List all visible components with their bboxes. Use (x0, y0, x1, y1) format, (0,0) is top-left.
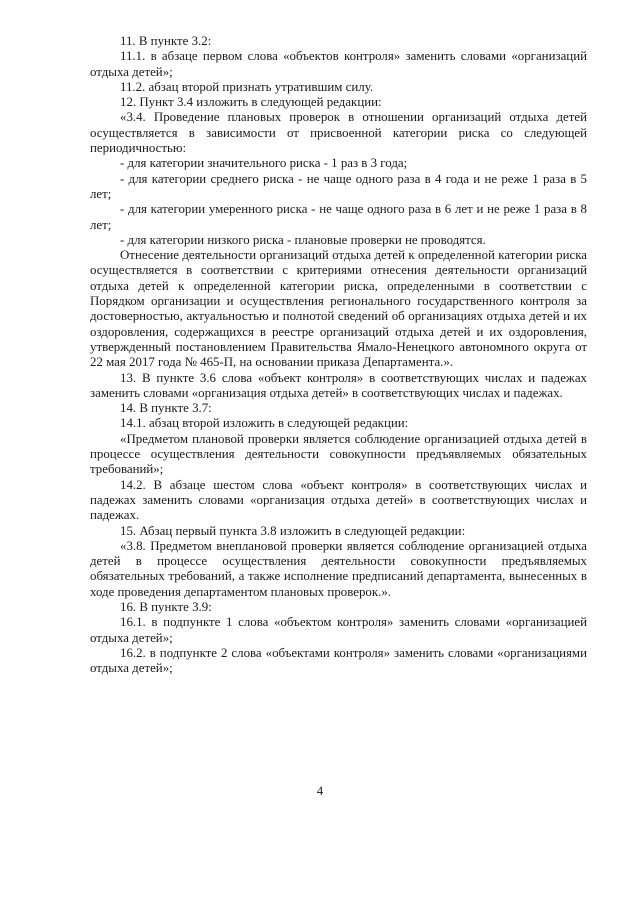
paragraph: Отнесение деятельности организаций отдыха детей к определенной категории риска осуществляется в соответствии с критериями отнесения деятельности организаций отдыха детей к определенной категории риска, определенными в соответствии с Порядком организации и осуществления регионального государственного контроля за достоверностью, актуальностью и полнотой сведений об организациях отдыха детей и их оздоровления, содержащихся в реестре организаций отдыха детей и их оздоровления, утвержденный постановлением Правительства Ямало-Ненецкого автономного округа от 22 мая 2017 года № 465-П, на основании приказа Департамента.». (90, 248, 587, 370)
paragraph: 16. В пункте 3.9: (120, 599, 212, 614)
paragraph: 11.2. абзац второй признать утратившим силу. (120, 79, 374, 94)
paragraph: 13. В пункте 3.6 слова «объект контроля» в соответствующих числах и падежах заменить словами «организация отдыха детей» в соответствующих числах и падежах. (90, 370, 587, 400)
paragraph: 11.1. в абзаце первом слова «объектов контроля» заменить словами «организаций отдыха детей»; (90, 49, 587, 79)
document-body (90, 34, 587, 676)
paragraph: 15. Абзац первый пункта 3.8 изложить в следующей редакции: (120, 523, 466, 538)
list-item: - для категории среднего риска - не чаще одного раза в 4 года и не реже 1 раза в 5 лет; (90, 171, 587, 201)
list-item: - для категории низкого риска - плановые проверки не проводятся. (120, 232, 486, 247)
paragraph: «Предметом плановой проверки является соблюдение организацией отдыха детей в процессе осуществления деятельности совокупности предъявляемых обязательных требований»; (90, 431, 587, 477)
paragraph: 16.1. в подпункте 1 слова «объектом контроля» заменить словами «организацией отдыха детей»; (90, 615, 587, 645)
list-item: - для категории умеренного риска - не чаще одного раза в 6 лет и не реже 1 раза в 8 лет; (90, 202, 587, 232)
list-item: - для категории значительного риска - 1 раз в 3 года; (120, 156, 408, 171)
paragraph: 14. В пункте 3.7: (120, 401, 212, 416)
paragraph: «3.4. Проведение плановых проверок в отношении организаций отдыха детей осуществляется в зависимости от присвоенной категории риска со следующей периодичностью: (90, 110, 587, 156)
paragraph: «3.8. Предметом внеплановой проверки является соблюдение организацией отдыха детей в процессе осуществления деятельности совокупности предъявляемых обязательных требований, а также исполнение предписаний департамента, вынесенных в ходе проведения департаментом плановых проверок.». (90, 538, 587, 599)
paragraph: 16.2. в подпункте 2 слова «объектами контроля» заменить словами «организациями отдыха детей»; (90, 645, 587, 676)
page-number: 4 (316, 784, 324, 798)
paragraph: 12. Пункт 3.4 изложить в следующей редакции: (120, 95, 382, 110)
paragraph: 14.1. абзац второй изложить в следующей редакции: (120, 416, 409, 431)
paragraph: 14.2. В абзаце шестом слова «объект контроля» в соответствующих числах и падежах заменить словами «организация отдыха детей» в соответствующих числах и падежах. (90, 477, 587, 523)
paragraph: 11. В пункте 3.2: (120, 34, 212, 48)
